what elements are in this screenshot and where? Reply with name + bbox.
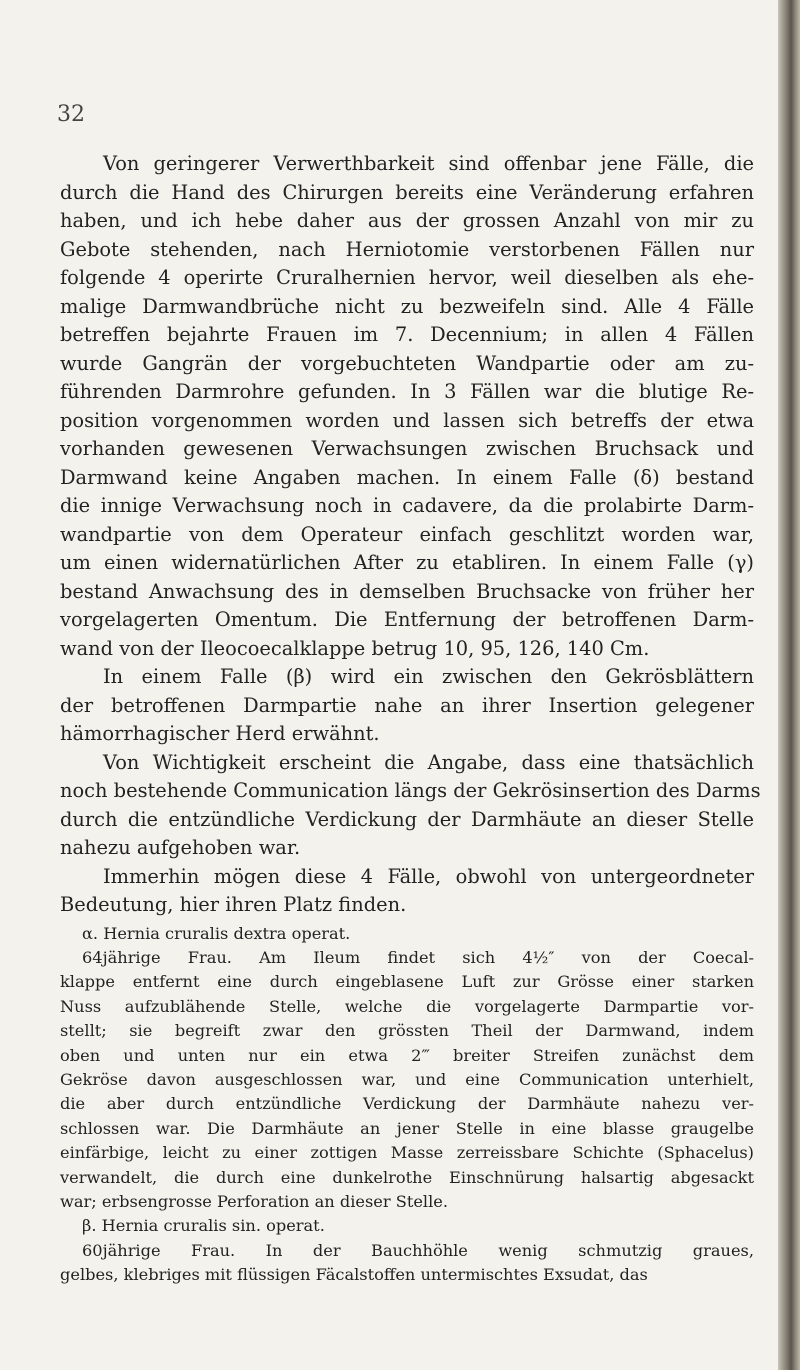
text-line: Darmwand keine Angaben machen. In einem Falle (δ) bestand [60, 465, 754, 489]
body-text [60, 150, 761, 1288]
text-line: betreffen bejahrte Frauen im 7. Decennium; in allen 4 Fällen [60, 323, 754, 346]
text-line: bestand Anwachsung des in demselben Bruchsacke von früher her [60, 579, 754, 603]
text-line: nahezu aufgehoben war. [60, 836, 301, 859]
text-line: haben, und ich hebe daher aus der grossen Anzahl von mir zu [60, 209, 754, 232]
paragraph [60, 946, 754, 1214]
text-line: einfärbige, leicht zu einer zottigen Masse zerreissbare Schichte (Sphacelus) [60, 1143, 754, 1163]
page-number: 32 [57, 102, 85, 127]
text-line: schlossen war. Die Darmhäute an jener Stelle in eine blasse graugelbe [60, 1118, 754, 1138]
text-line: Von Wichtigkeit erscheint die Angabe, dass eine thatsächlich [103, 750, 754, 774]
text-line: wandpartie von dem Operateur einfach geschlitzt worden war, [60, 522, 754, 546]
text-line: klappe entfernt eine durch eingeblasene Luft zur Grösse einer starken [60, 972, 754, 992]
text-line: 64jährige Frau. Am Ileum findet sich 4½″ von der Coecal- [82, 947, 754, 967]
text-line: verwandelt, die durch eine dunkelrothe Einschnürung halsartig abgesackt [60, 1167, 754, 1187]
text-line: vorgelagerten Omentum. Die Entfernung der betroffenen Darm- [60, 608, 754, 631]
text-line: durch die Hand des Chirurgen bereits eine Veränderung erfahren [60, 180, 754, 204]
text-line: die innige Verwachsung noch in cadavere, da die prolabirte Darm- [60, 494, 754, 517]
text-line: position vorgenommen worden und lassen sich betreffs der etwa [60, 408, 754, 432]
text-line: 60jährige Frau. In der Bauchhöhle wenig schmutzig graues, [82, 1240, 754, 1260]
text-line: Nuss aufzublähende Stelle, welche die vorgelagerte Darmpartie vor- [60, 996, 754, 1016]
paragraph [60, 863, 754, 920]
text-line: hämorrhagischer Herd erwähnt. [60, 722, 380, 745]
text-line: stellt; sie begreift zwar den grössten Theil der Darmwand, indem [60, 1021, 754, 1041]
text-line: noch bestehende Communication längs der Gekrösinsertion des Darms [60, 779, 761, 802]
paragraph [60, 1214, 754, 1238]
text-line: durch die entzündliche Verdickung der Darmhäute an dieser Stelle [60, 807, 754, 831]
text-line: β. Hernia cruralis sin. operat. [82, 1216, 325, 1236]
text-line: um einen widernatürlichen After zu etabliren. In einem Falle (γ) [60, 551, 754, 574]
text-line: war; erbsengrosse Perforation an dieser Stelle. [60, 1191, 448, 1211]
text-line: führenden Darmrohre gefunden. In 3 Fällen war die blutige Re- [60, 380, 754, 403]
text-line: wand von der Ileocoecalklappe betrug 10, 95, 126, 140 Cm. [60, 636, 650, 660]
text-line: malige Darmwandbrüche nicht zu bezweifeln sind. Alle 4 Fälle [60, 294, 754, 318]
paragraph [60, 1239, 754, 1288]
text-line: Gekröse davon ausgeschlossen war, und eine Communication unterhielt, [60, 1069, 754, 1089]
paragraph [60, 749, 761, 863]
paragraph [60, 922, 754, 946]
case-reports-section [60, 922, 754, 1288]
paragraph [60, 150, 754, 663]
text-line: die aber durch entzündliche Verdickung der Darmhäute nahezu ver- [60, 1094, 754, 1114]
text-line: Bedeutung, hier ihren Platz finden. [60, 893, 407, 916]
main-text-section [60, 150, 761, 920]
text-line: Gebote stehenden, nach Herniotomie verstorbenen Fällen nur [60, 237, 754, 261]
page-binding-edge [778, 0, 800, 1370]
text-line: der betroffenen Darmpartie nahe an ihrer Insertion gelegener [60, 693, 754, 717]
text-line: oben und unten nur ein etwa 2‴ breiter Streifen zunächst dem [60, 1045, 754, 1065]
text-line: α. Hernia cruralis dextra operat. [82, 923, 351, 943]
text-line: vorhanden gewesenen Verwachsungen zwischen Bruchsack und [60, 437, 754, 460]
text-line: Von geringerer Verwerthbarkeit sind offenbar jene Fälle, die [103, 152, 754, 175]
text-line: gelbes, klebriges mit flüssigen Fäcalstoffen untermischtes Exsudat, das [60, 1265, 648, 1285]
text-line: In einem Falle (β) wird ein zwischen den Gekrösblättern [103, 665, 754, 688]
paragraph [60, 663, 754, 749]
text-line: folgende 4 operirte Cruralhernien hervor, weil dieselben als ehe- [60, 266, 754, 289]
text-line: Immerhin mögen diese 4 Fälle, obwohl von untergeordneter [103, 864, 754, 888]
text-line: wurde Gangrän der vorgebuchteten Wandpartie oder am zu- [60, 351, 754, 375]
